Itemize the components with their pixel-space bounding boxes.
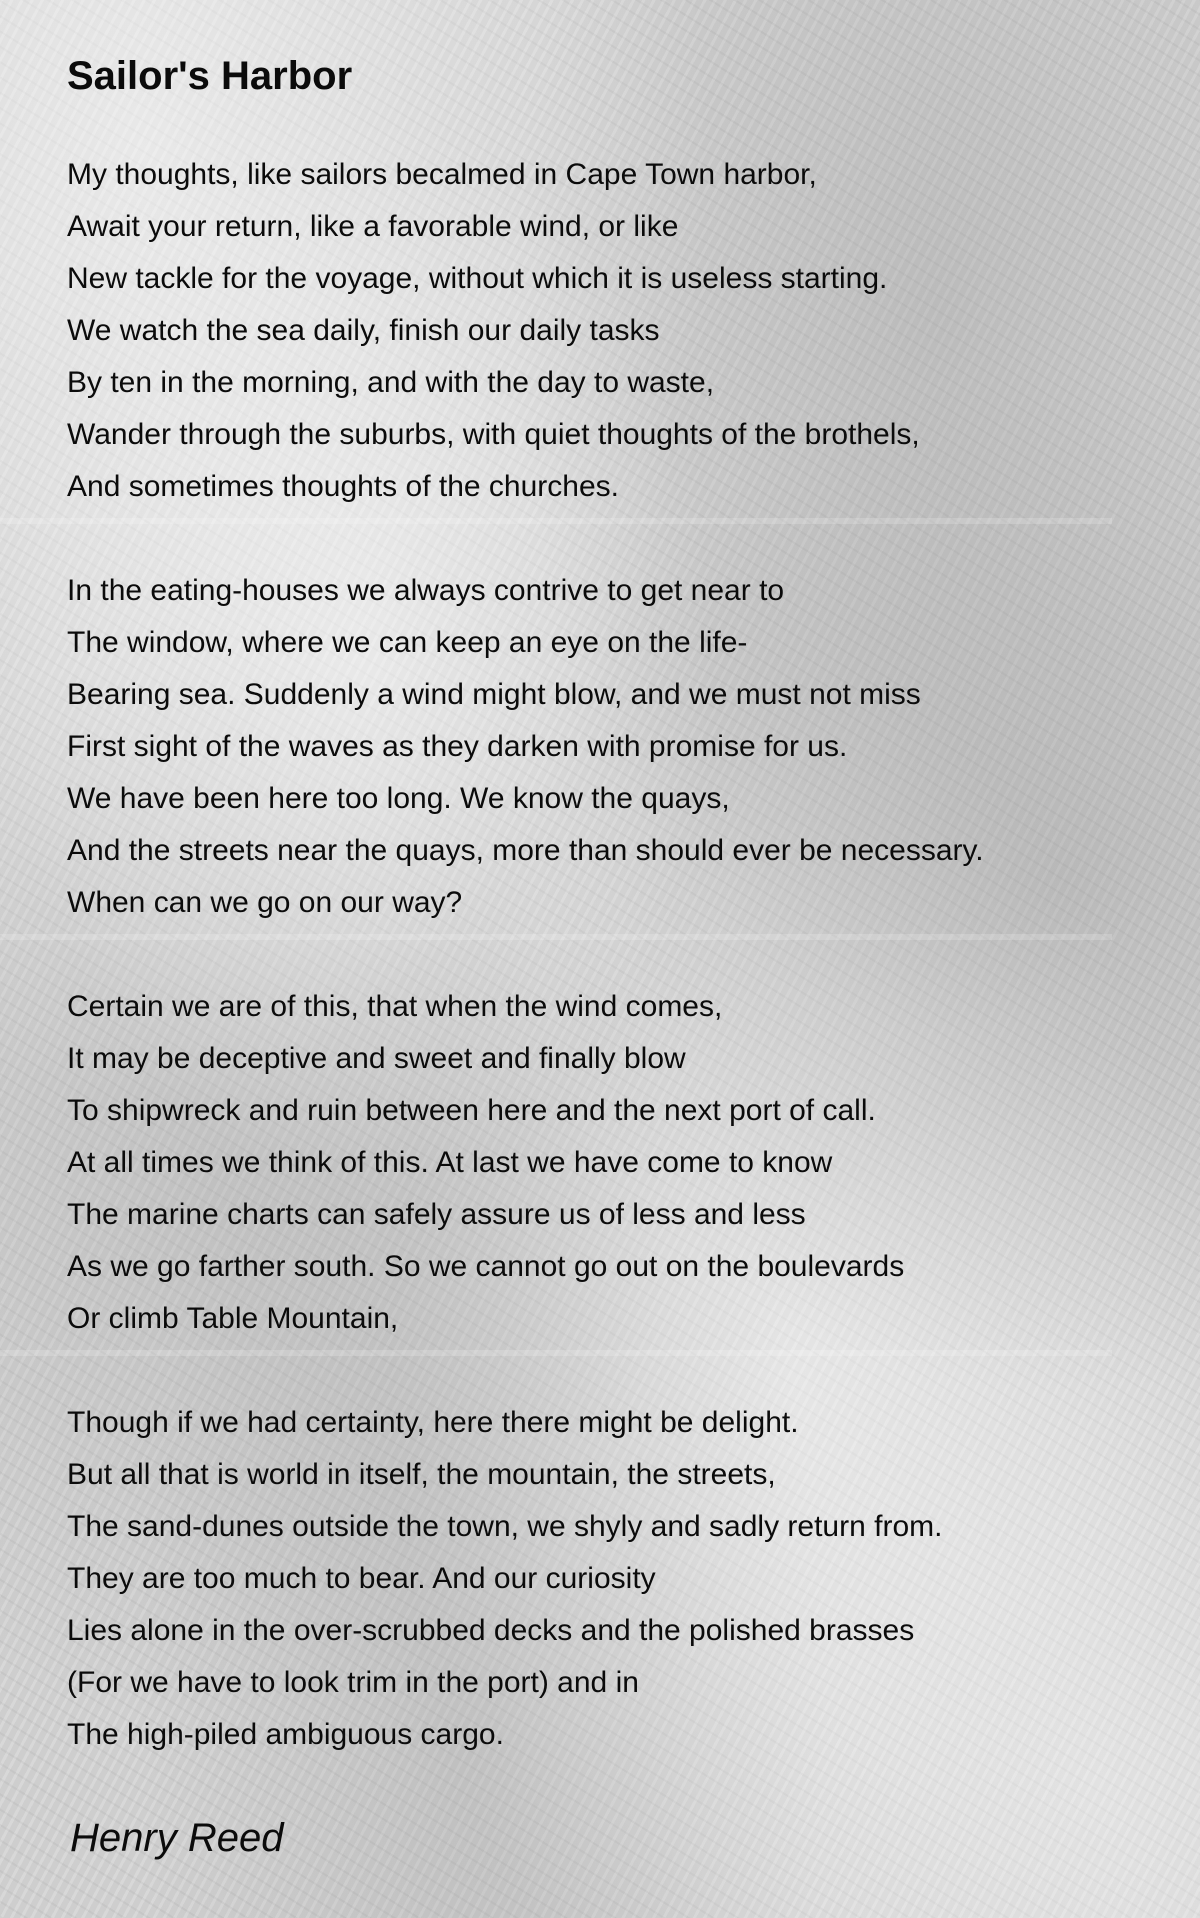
poem-line: Wander through the suburbs, with quiet thoughts of the brothels,: [67, 418, 920, 451]
poem-line: When can we go on our way?: [67, 886, 463, 919]
poem-line: Bearing sea. Suddenly a wind might blow, and we must not miss: [67, 678, 921, 711]
poem-line: And sometimes thoughts of the churches.: [67, 470, 619, 503]
poem-line: Await your return, like a favorable wind, or like: [67, 210, 679, 243]
poem-line: Though if we had certainty, here there might be delight.: [67, 1406, 799, 1439]
poem-line: New tackle for the voyage, without which it is useless starting.: [67, 262, 888, 295]
poem-line: They are too much to bear. And our curiosity: [67, 1562, 656, 1595]
poem-line: First sight of the waves as they darken with promise for us.: [67, 730, 848, 763]
poem-line: The window, where we can keep an eye on the life-: [67, 626, 748, 659]
poem-line: Certain we are of this, that when the wind comes,: [67, 990, 723, 1023]
poem-line: The marine charts can safely assure us of less and less: [67, 1198, 806, 1231]
poem-title: Sailor's Harbor: [67, 54, 353, 98]
stanza-3: [67, 981, 1177, 1345]
stanza-1: [67, 149, 1177, 513]
poem-author: Henry Reed: [70, 1816, 284, 1860]
poem-line: And the streets near the quays, more than should ever be necessary.: [67, 834, 984, 867]
poem-line: By ten in the morning, and with the day to waste,: [67, 366, 715, 399]
poem-line: As we go farther south. So we cannot go out on the boulevards: [67, 1250, 905, 1283]
poem-line: The sand-dunes outside the town, we shyly and sadly return from.: [67, 1510, 943, 1543]
poem-line: At all times we think of this. At last we have come to know: [67, 1146, 833, 1179]
poem-body: [67, 149, 1177, 1813]
poem-line: It may be deceptive and sweet and finally blow: [67, 1042, 686, 1075]
poem-line: We have been here too long. We know the quays,: [67, 782, 730, 815]
stanza-2: [67, 565, 1177, 929]
poem-line: But all that is world in itself, the mountain, the streets,: [67, 1458, 776, 1491]
stanza-4: [67, 1397, 1177, 1761]
poem-line: Lies alone in the over-scrubbed decks and the polished brasses: [67, 1614, 915, 1647]
poem-line: Or climb Table Mountain,: [67, 1302, 399, 1335]
poem-line: To shipwreck and ruin between here and the next port of call.: [67, 1094, 876, 1127]
poem-line: The high-piled ambiguous cargo.: [67, 1718, 504, 1751]
poem-line: My thoughts, like sailors becalmed in Cape Town harbor,: [67, 158, 817, 191]
poem-line: (For we have to look trim in the port) and in: [67, 1666, 639, 1699]
poem-line: We watch the sea daily, finish our daily tasks: [67, 314, 660, 347]
poem-line: In the eating-houses we always contrive to get near to: [67, 574, 785, 607]
